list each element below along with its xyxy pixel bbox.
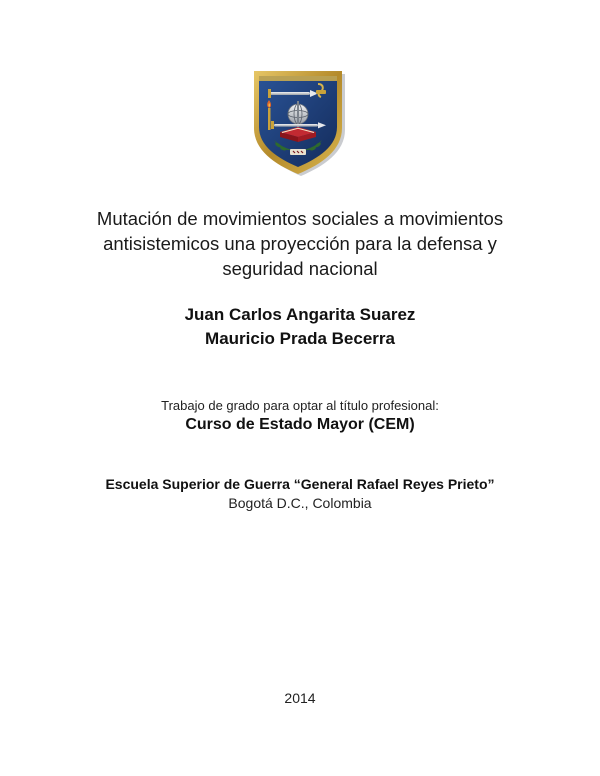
author-name: Juan Carlos Angarita Suarez — [184, 305, 416, 324]
degree-intro: Trabajo de grado para optar al título profesional: — [161, 398, 439, 413]
publication-year: 2014 — [284, 690, 316, 706]
location: Bogotá D.C., Colombia — [228, 495, 372, 511]
shield-crest-icon — [252, 70, 348, 178]
title-line: Mutación de movimientos sociales a movimientos — [96, 208, 504, 229]
title-line: seguridad nacional — [222, 258, 378, 279]
authors — [0, 303, 600, 351]
institution-crest — [252, 70, 348, 178]
document-title — [0, 206, 600, 281]
degree-title: Curso de Estado Mayor (CEM) — [185, 416, 415, 433]
author-name: Mauricio Prada Becerra — [205, 329, 395, 348]
title-line: antisistemicos una proyección para la defensa y — [103, 233, 497, 254]
school-name: Escuela Superior de Guerra “General Rafael Reyes Prieto” — [105, 476, 495, 492]
